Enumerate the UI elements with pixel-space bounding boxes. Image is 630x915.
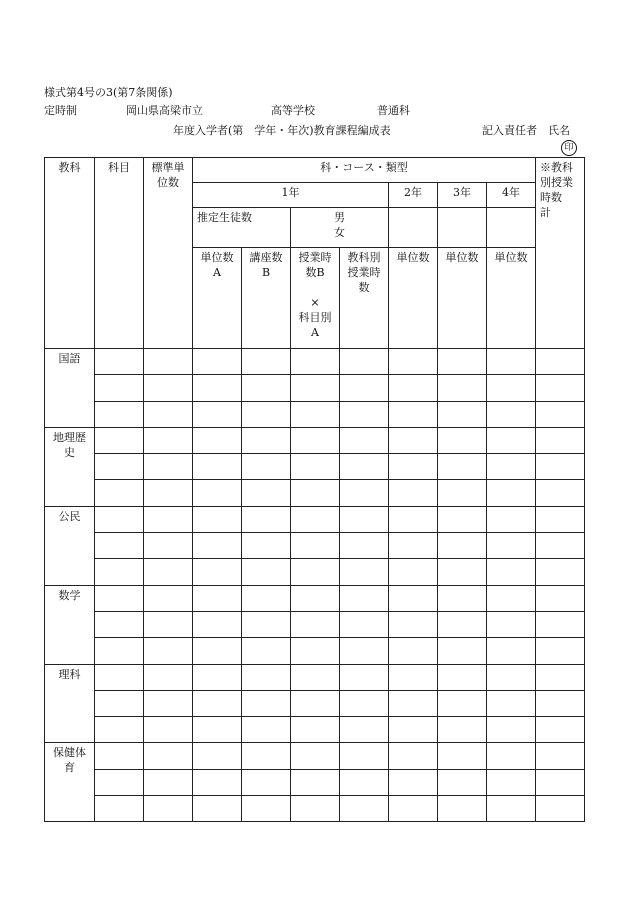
curriculum-table [44,157,585,822]
entry-cell[interactable] [389,401,438,427]
entry-cell[interactable] [242,690,291,716]
table-row [45,480,585,506]
entry-cell[interactable] [340,769,389,795]
entry-cell[interactable] [242,454,291,480]
entry-cell[interactable] [144,427,193,453]
entry-cell[interactable] [438,375,487,401]
estimated-students-label: 推定生徒数 [193,208,291,248]
entry-cell[interactable] [340,664,389,690]
entry-cell[interactable] [193,533,242,559]
entry-cell[interactable] [242,743,291,769]
entry-cell[interactable] [144,796,193,822]
units-grade-4-header: 単位数 [487,248,536,349]
header-grade-2: 2年 [389,183,438,208]
entry-cell[interactable] [193,743,242,769]
entry-cell[interactable] [291,717,340,743]
entry-cell[interactable] [438,796,487,822]
entry-cell[interactable] [291,664,340,690]
entry-cell[interactable] [340,743,389,769]
entry-cell[interactable] [389,664,438,690]
table-row [45,454,585,480]
header-grade-3: 3年 [438,183,487,208]
table-row [45,349,585,375]
subject-area-label: 理科 [45,664,95,743]
entry-cell[interactable] [536,690,585,716]
entry-cell[interactable] [487,480,536,506]
entry-cell[interactable] [438,349,487,375]
entry-cell[interactable] [242,559,291,585]
entry-cell[interactable] [438,690,487,716]
entry-cell[interactable] [487,690,536,716]
entry-cell[interactable] [487,375,536,401]
entry-cell[interactable] [242,664,291,690]
entry-cell[interactable] [193,401,242,427]
entry-cell[interactable] [487,506,536,532]
entry-cell[interactable] [242,349,291,375]
entry-cell[interactable] [438,611,487,637]
entry-cell[interactable] [242,480,291,506]
table-row [45,585,585,611]
entry-cell[interactable] [291,375,340,401]
entry-cell[interactable] [389,506,438,532]
table-row [45,375,585,401]
entry-cell[interactable] [291,638,340,664]
entry-cell[interactable] [487,769,536,795]
entry-cell[interactable] [95,585,144,611]
entry-cell[interactable] [389,638,438,664]
entry-cell[interactable] [487,664,536,690]
entry-cell[interactable] [487,401,536,427]
entry-cell[interactable] [95,638,144,664]
entry-cell[interactable] [242,717,291,743]
entry-cell[interactable] [340,533,389,559]
entry-cell[interactable] [95,664,144,690]
table-row [45,638,585,664]
entry-cell[interactable] [193,559,242,585]
entry-cell[interactable] [536,796,585,822]
entry-cell[interactable] [340,427,389,453]
course-label: 普通科 [377,104,410,117]
table-row [45,743,585,769]
entry-cell[interactable] [144,585,193,611]
document-title: 年度入学者(第 学年・年次)教育課程編成表 [173,124,391,137]
entry-cell[interactable] [438,638,487,664]
entry-cell[interactable] [536,375,585,401]
entry-cell[interactable] [291,427,340,453]
entry-cell[interactable] [389,454,438,480]
header-total-note: ※教科 別授業 時数 計 [536,158,585,349]
entry-cell[interactable] [193,454,242,480]
entry-cell[interactable] [487,559,536,585]
table-row [45,717,585,743]
entry-cell[interactable] [144,401,193,427]
entry-cell[interactable] [340,585,389,611]
entry-cell[interactable] [438,480,487,506]
entry-cell[interactable] [95,559,144,585]
subject-hours-header: 教科別 授業時 数 [340,248,389,349]
entry-cell[interactable] [438,427,487,453]
subject-area-label: 数学 [45,585,95,664]
header-subject-area: 教科 [45,158,95,349]
entry-cell[interactable] [193,638,242,664]
header-grade-4: 4年 [487,183,536,208]
entry-cell[interactable] [340,506,389,532]
entry-cell[interactable] [193,690,242,716]
entry-cell[interactable] [242,769,291,795]
grade-3-students-cell[interactable] [438,208,487,248]
table-row [45,533,585,559]
units-grade-2-header: 単位数 [389,248,438,349]
entry-cell[interactable] [291,480,340,506]
entry-cell[interactable] [536,717,585,743]
entry-cell[interactable] [389,427,438,453]
entry-cell[interactable] [291,454,340,480]
entry-cell[interactable] [193,664,242,690]
entry-cell[interactable] [193,427,242,453]
entry-cell[interactable] [242,427,291,453]
entry-cell[interactable] [389,349,438,375]
subject-rows [45,349,585,822]
entry-cell[interactable] [536,349,585,375]
entry-cell[interactable] [144,611,193,637]
entry-cell[interactable] [389,769,438,795]
entry-cell[interactable] [536,533,585,559]
entry-cell[interactable] [340,349,389,375]
entry-cell[interactable] [95,506,144,532]
entry-cell[interactable] [144,559,193,585]
entry-cell[interactable] [242,401,291,427]
entry-cell[interactable] [438,401,487,427]
header-standard-units: 標準単 位数 [144,158,193,349]
entry-cell[interactable] [487,611,536,637]
entry-cell[interactable] [193,506,242,532]
subject-area-label: 公民 [45,506,95,585]
entry-cell[interactable] [144,533,193,559]
table-row [45,690,585,716]
grade-4-students-cell[interactable] [487,208,536,248]
entry-cell[interactable] [144,454,193,480]
entry-cell[interactable] [95,349,144,375]
entry-cell[interactable] [193,796,242,822]
entry-cell[interactable] [389,796,438,822]
entry-cell[interactable] [536,611,585,637]
entry-cell[interactable] [95,611,144,637]
entry-cell[interactable] [95,796,144,822]
entry-cell[interactable] [487,638,536,664]
entry-cell[interactable] [536,585,585,611]
form-title: 様式第4号の3(第7条関係) [44,86,173,99]
entry-cell[interactable] [487,454,536,480]
entry-cell[interactable] [144,769,193,795]
grade-2-students-cell[interactable] [389,208,438,248]
entry-cell[interactable] [536,427,585,453]
entry-cell[interactable] [536,480,585,506]
subject-area-label: 保健体 育 [45,743,95,822]
table-row [45,506,585,532]
entry-cell[interactable] [389,480,438,506]
entry-cell[interactable] [193,375,242,401]
entry-cell[interactable] [438,454,487,480]
header-grade-1: 1年 [193,183,389,208]
entry-cell[interactable] [487,427,536,453]
entry-cell[interactable] [291,585,340,611]
entry-cell[interactable] [340,611,389,637]
entry-cell[interactable] [536,743,585,769]
entry-cell[interactable] [95,743,144,769]
entry-cell[interactable] [438,585,487,611]
entry-cell[interactable] [144,480,193,506]
entry-cell[interactable] [536,559,585,585]
entry-cell[interactable] [144,375,193,401]
entry-cell[interactable] [95,480,144,506]
units-a-header: 単位数 A [193,248,242,349]
entry-cell[interactable] [95,533,144,559]
entry-cell[interactable] [487,743,536,769]
entry-cell[interactable] [291,349,340,375]
table-row [45,611,585,637]
entry-cell[interactable] [389,717,438,743]
entry-cell[interactable] [438,533,487,559]
entry-cell[interactable] [242,533,291,559]
table-row [45,769,585,795]
entry-cell[interactable] [144,664,193,690]
entry-cell[interactable] [291,401,340,427]
entry-cell[interactable] [340,480,389,506]
entry-cell[interactable] [291,533,340,559]
entry-cell[interactable] [144,743,193,769]
entry-cell[interactable] [291,743,340,769]
entry-cell[interactable] [242,796,291,822]
entry-cell[interactable] [95,401,144,427]
entry-cell[interactable] [340,559,389,585]
entry-cell[interactable] [536,454,585,480]
municipality-label: 岡山県高梁市立 [126,104,203,117]
entry-cell[interactable] [536,769,585,795]
male-female-label: 男 女 [291,208,389,248]
entry-cell[interactable] [242,611,291,637]
entry-cell[interactable] [389,585,438,611]
entry-cell[interactable] [291,559,340,585]
entry-cell[interactable] [340,796,389,822]
subject-area-label: 地理歴 史 [45,427,95,506]
entry-cell[interactable] [487,585,536,611]
entry-cell[interactable] [95,690,144,716]
table-row [45,664,585,690]
entry-cell[interactable] [536,401,585,427]
entry-cell[interactable] [95,454,144,480]
entry-cell[interactable] [389,533,438,559]
entry-cell[interactable] [193,585,242,611]
classes-b-header: 講座数 B [242,248,291,349]
entry-cell[interactable] [242,506,291,532]
entry-cell[interactable] [340,717,389,743]
entry-cell[interactable] [291,769,340,795]
entry-cell[interactable] [95,375,144,401]
entry-cell[interactable] [144,349,193,375]
entry-cell[interactable] [389,559,438,585]
entry-cell[interactable] [144,506,193,532]
entry-cell[interactable] [340,375,389,401]
entry-cell[interactable] [536,638,585,664]
table-row [45,559,585,585]
header-subject: 科目 [95,158,144,349]
entry-cell[interactable] [193,611,242,637]
system-label: 定時制 [44,104,77,117]
entry-cell[interactable] [487,533,536,559]
entry-cell[interactable] [340,690,389,716]
entry-cell[interactable] [291,506,340,532]
entry-cell[interactable] [291,690,340,716]
entry-cell[interactable] [536,506,585,532]
entry-cell[interactable] [438,559,487,585]
entry-cell[interactable] [438,743,487,769]
entry-cell[interactable] [144,638,193,664]
entry-cell[interactable] [389,611,438,637]
entry-cell[interactable] [193,769,242,795]
entry-cell[interactable] [340,454,389,480]
entry-cell[interactable] [242,585,291,611]
entry-cell[interactable] [487,796,536,822]
entry-cell[interactable] [340,638,389,664]
subject-area-label: 国語 [45,349,95,428]
entry-cell[interactable] [242,375,291,401]
header-course-type: 科・コース・類型 [193,158,536,183]
entry-cell[interactable] [438,506,487,532]
entry-cell[interactable] [291,796,340,822]
entry-cell[interactable] [144,690,193,716]
entry-cell[interactable] [340,401,389,427]
table-row [45,401,585,427]
seal-mark: 印 [561,140,577,156]
entry-cell[interactable] [536,664,585,690]
entry-cell[interactable] [389,690,438,716]
recorder-label: 記入責任者 氏名 [482,124,570,137]
entry-cell[interactable] [144,717,193,743]
table-row [45,796,585,822]
units-grade-3-header: 単位数 [438,248,487,349]
entry-cell[interactable] [438,769,487,795]
entry-cell[interactable] [487,349,536,375]
entry-cell[interactable] [389,375,438,401]
entry-cell[interactable] [438,664,487,690]
entry-cell[interactable] [389,743,438,769]
hours-formula-header: 授業時 数B × 科目別 A [291,248,340,349]
entry-cell[interactable] [438,717,487,743]
entry-cell[interactable] [291,611,340,637]
school-suffix: 高等学校 [271,104,315,117]
entry-cell[interactable] [95,717,144,743]
entry-cell[interactable] [193,480,242,506]
entry-cell[interactable] [487,717,536,743]
entry-cell[interactable] [95,769,144,795]
table-row [45,427,585,453]
entry-cell[interactable] [242,638,291,664]
entry-cell[interactable] [95,427,144,453]
entry-cell[interactable] [193,349,242,375]
entry-cell[interactable] [193,717,242,743]
